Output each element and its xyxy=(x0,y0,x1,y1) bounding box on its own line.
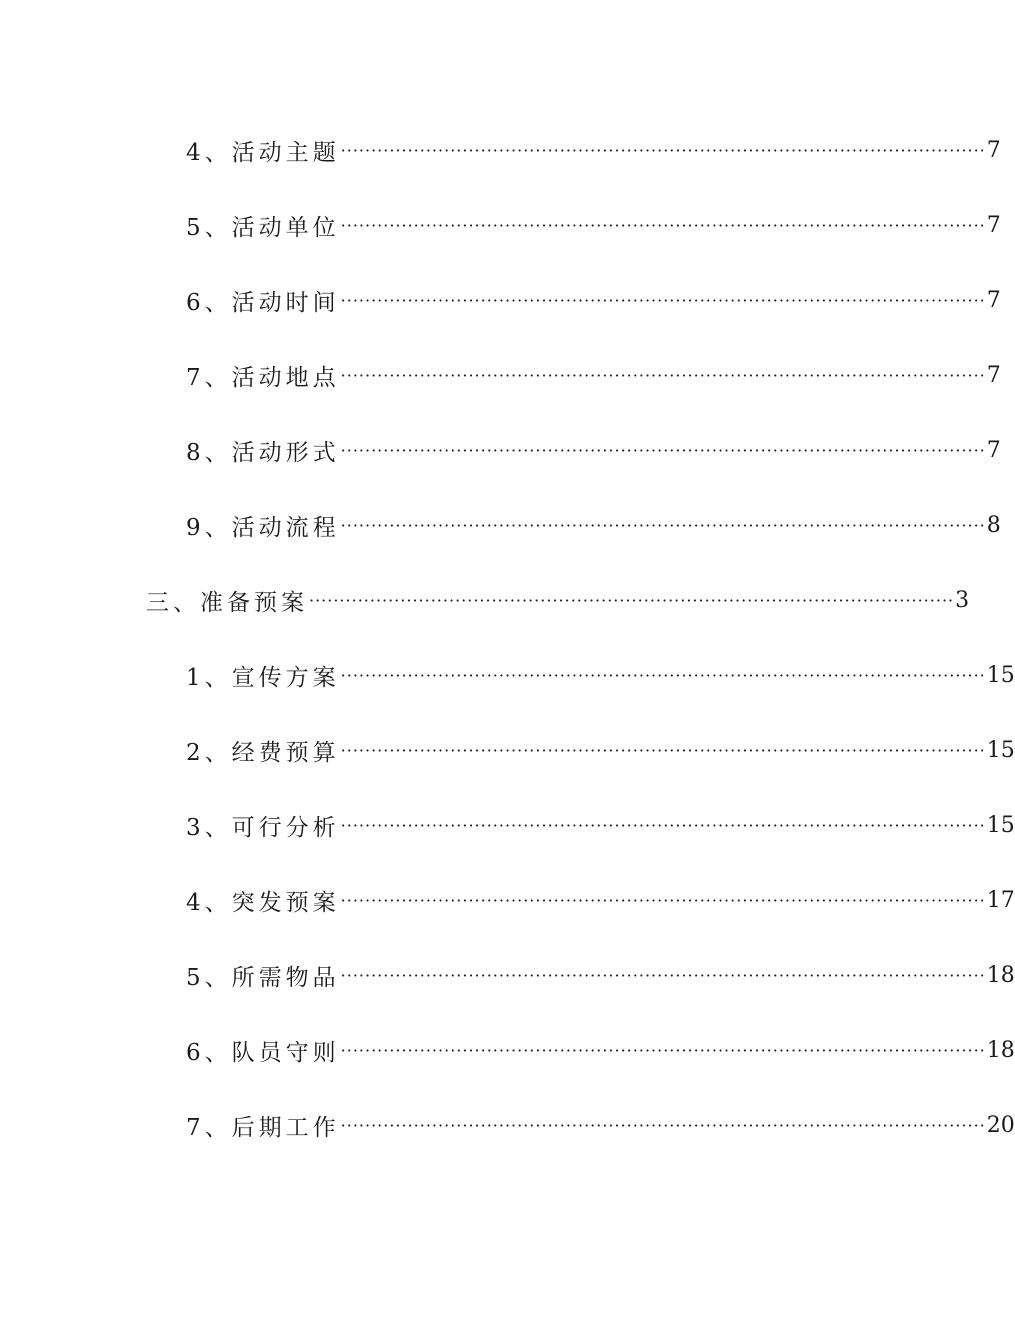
toc-leader-dots: ·········································································································· xyxy=(340,1040,986,1060)
toc-leader-dots: ·········································································································· xyxy=(340,365,986,385)
toc-entry-publicity-plan[interactable] xyxy=(186,657,1015,693)
toc-entry-page: 7 xyxy=(986,287,1001,313)
toc-entry-follow-up-work[interactable] xyxy=(186,1107,1015,1143)
toc-entry-page: 18 xyxy=(986,1037,1015,1063)
toc-section-preparation[interactable] xyxy=(146,582,970,618)
toc-entry-page: 18 xyxy=(986,962,1015,988)
toc-entry-activity-unit[interactable] xyxy=(186,207,1001,243)
toc-leader-dots: ·········································································································· xyxy=(340,140,986,160)
toc-entry-emergency-plan[interactable] xyxy=(186,882,1015,918)
toc-leader-dots: ·········································································································· xyxy=(340,815,986,835)
toc-entry-page: 15 xyxy=(986,812,1015,838)
toc-entry-page: 7 xyxy=(986,362,1001,388)
toc-leader-dots: ·········································································································· xyxy=(340,290,986,310)
toc-entry-required-items[interactable] xyxy=(186,957,1015,993)
toc-entry-feasibility[interactable] xyxy=(186,807,1015,843)
toc-entry-page: 7 xyxy=(986,212,1001,238)
toc-entry-label: 6、活动时间 xyxy=(186,289,340,316)
toc-entry-label: 6、队员守则 xyxy=(186,1039,340,1066)
toc-entry-page: 15 xyxy=(986,737,1015,763)
toc-entry-label: 1、宣传方案 xyxy=(186,664,340,691)
toc-entry-page: 7 xyxy=(986,437,1001,463)
toc-leader-dots: ·········································································································· xyxy=(340,740,986,760)
toc-leader-dots: ·········································································································· xyxy=(340,515,986,535)
toc-entry-activity-location[interactable] xyxy=(186,357,1001,393)
toc-leader-dots: ·········································································································· xyxy=(340,890,986,910)
toc-entry-activity-time[interactable] xyxy=(186,282,1001,318)
toc-section-label: 三、准备预案 xyxy=(146,589,308,616)
toc-entry-label: 2、经费预算 xyxy=(186,739,340,766)
toc-leader-dots: ·········································································································· xyxy=(340,440,986,460)
toc-entry-label: 4、活动主题 xyxy=(186,139,340,166)
toc-entry-page: 3 xyxy=(955,587,970,613)
toc-entry-label: 9、活动流程 xyxy=(186,514,340,541)
toc-entry-page: 20 xyxy=(986,1112,1015,1138)
toc-entry-label: 3、可行分析 xyxy=(186,814,340,841)
toc-entry-page: 15 xyxy=(986,662,1015,688)
toc-entry-activity-theme[interactable] xyxy=(186,132,1001,168)
toc-leader-dots: ·········································································································· xyxy=(340,1115,986,1135)
toc-entry-activity-format[interactable] xyxy=(186,432,1001,468)
toc-entry-label: 5、活动单位 xyxy=(186,214,340,241)
toc-entry-label: 7、后期工作 xyxy=(186,1114,340,1141)
toc-entry-team-rules[interactable] xyxy=(186,1032,1015,1068)
toc-entry-budget[interactable] xyxy=(186,732,1015,768)
toc-entry-page: 8 xyxy=(986,512,1001,538)
toc-entry-label: 7、活动地点 xyxy=(186,364,340,391)
toc-entry-activity-process[interactable] xyxy=(186,507,1001,543)
toc-leader-dots: ·········································································································· xyxy=(340,215,986,235)
toc-entry-page: 17 xyxy=(986,887,1015,913)
toc-leader-dots: ·········································································································· xyxy=(340,665,986,685)
toc-entry-label: 8、活动形式 xyxy=(186,439,340,466)
toc-entry-page: 7 xyxy=(986,137,1001,163)
toc-entry-label: 5、所需物品 xyxy=(186,964,340,991)
toc-entry-label: 4、突发预案 xyxy=(186,889,340,916)
toc-leader-dots: ·········································································································· xyxy=(340,965,986,985)
toc-leader-dots: ·········································································································· xyxy=(309,590,955,610)
